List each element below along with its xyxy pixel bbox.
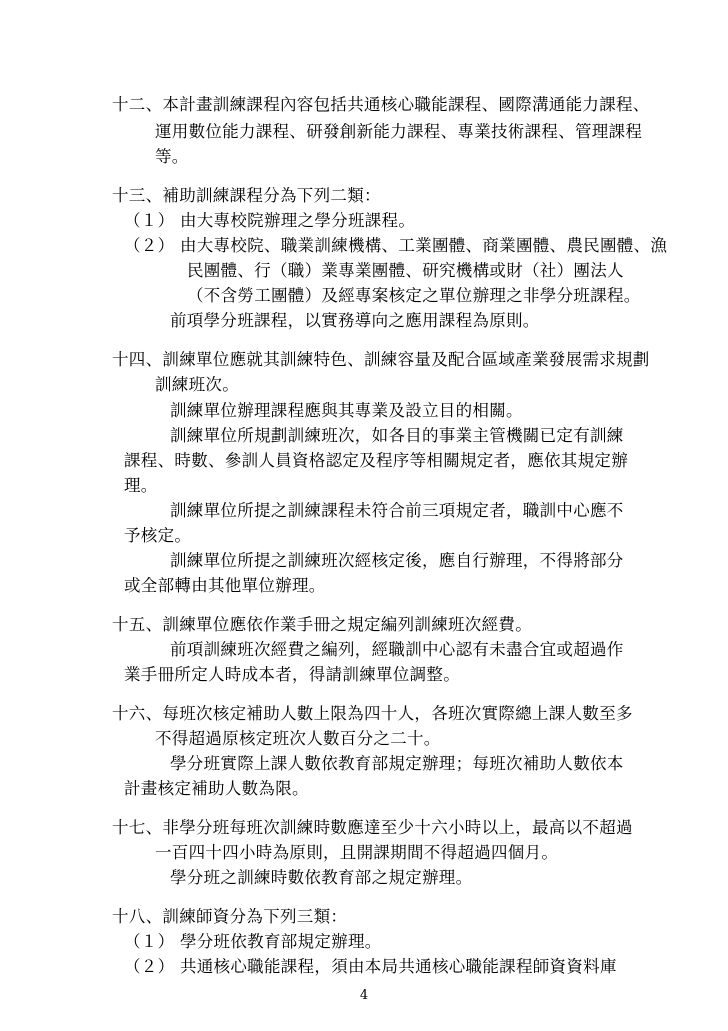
- section-18-item-1: （１） 學分班依教育部規定辦理。: [124, 932, 382, 951]
- section-15-line-1: 十五、訓練單位應依作業手冊之規定編列訓練班次經費。: [112, 615, 532, 634]
- section-15-line-2: 前項訓練班次經費之編列，經職訓中心認有未盡合宜或超過作: [170, 640, 624, 659]
- section-16-line-1: 十六、每班次核定補助人數上限為四十人，各班次實際總上課人數至多: [112, 704, 633, 723]
- section-14-line-7: 訓練單位所提之訓練課程未符合前三項規定者，職訓中心應不: [170, 501, 624, 520]
- section-14-line-1: 十四、訓練單位應就其訓練特色、訓練容量及配合區域產業發展需求規劃: [112, 350, 650, 369]
- section-16-line-2: 不得超過原核定班次人數百分之二十。: [155, 729, 441, 748]
- section-12-line-2: 運用數位能力課程、研發創新能力課程、專業技術課程、管理課程: [155, 122, 643, 141]
- section-13-item-2: （２） 由大專校院、職業訓練機構、工業團體、商業團體、農民團體、漁: [124, 236, 668, 255]
- section-13-item-2-cont-1: 民團體、行（職）業專業團體、研究機構或財（社）團法人: [187, 261, 624, 280]
- page-number: 4: [359, 988, 369, 1003]
- section-14-line-2: 訓練班次。: [155, 375, 239, 394]
- section-14-line-8: 予核定。: [124, 526, 192, 545]
- section-17-line-3: 學分班之訓練時數依教育部之規定辦理。: [170, 868, 473, 887]
- section-14-line-9: 訓練單位所提之訓練班次經核定後，應自行辦理，不得將部分: [170, 551, 624, 570]
- section-17-line-2: 一百四十四小時為原則，且開課期間不得超過四個月。: [155, 843, 559, 862]
- section-14-line-10: 或全部轉由其他單位辦理。: [124, 576, 326, 595]
- section-13-note: 前項學分班課程，以實務導向之應用課程為原則。: [170, 311, 540, 330]
- section-14-line-5: 課程、時數、參訓人員資格認定及程序等相關規定者，應依其規定辦: [124, 451, 628, 470]
- section-18-item-2: （２） 共通核心職能課程，須由本局共通核心職能課程師資資料庫: [124, 957, 617, 976]
- section-17-line-1: 十七、非學分班每班次訓練時數應達至少十六小時以上，最高以不超過: [112, 818, 633, 837]
- section-18-heading: 十八、訓練師資分為下列三類：: [112, 907, 348, 926]
- section-14-line-3: 訓練單位辦理課程應與其專業及設立目的相關。: [170, 401, 523, 420]
- section-12-line-1: 十二、本計畫訓練課程內容包括共通核心職能課程、國際溝通能力課程、: [112, 95, 650, 114]
- section-13-item-2-cont-2: （不含勞工團體）及經專案核定之單位辦理之非學分班課程。: [187, 286, 641, 305]
- section-16-line-4: 計畫核定補助人數為限。: [124, 779, 309, 798]
- section-14-line-6: 理。: [124, 476, 158, 495]
- section-13-heading: 十三、補助訓練課程分為下列二類：: [112, 186, 381, 205]
- section-14-line-4: 訓練單位所規劃訓練班次，如各目的事業主管機關已定有訓練: [170, 426, 624, 445]
- section-13-item-1: （１） 由大專校院辦理之學分班課程。: [124, 211, 416, 230]
- section-12-line-3: 等。: [155, 147, 189, 166]
- section-16-line-3: 學分班實際上課人數依教育部規定辦理；每班次補助人數依本: [170, 754, 624, 773]
- section-15-line-3: 業手冊所定人時成本者，得請訓練單位調整。: [124, 665, 460, 684]
